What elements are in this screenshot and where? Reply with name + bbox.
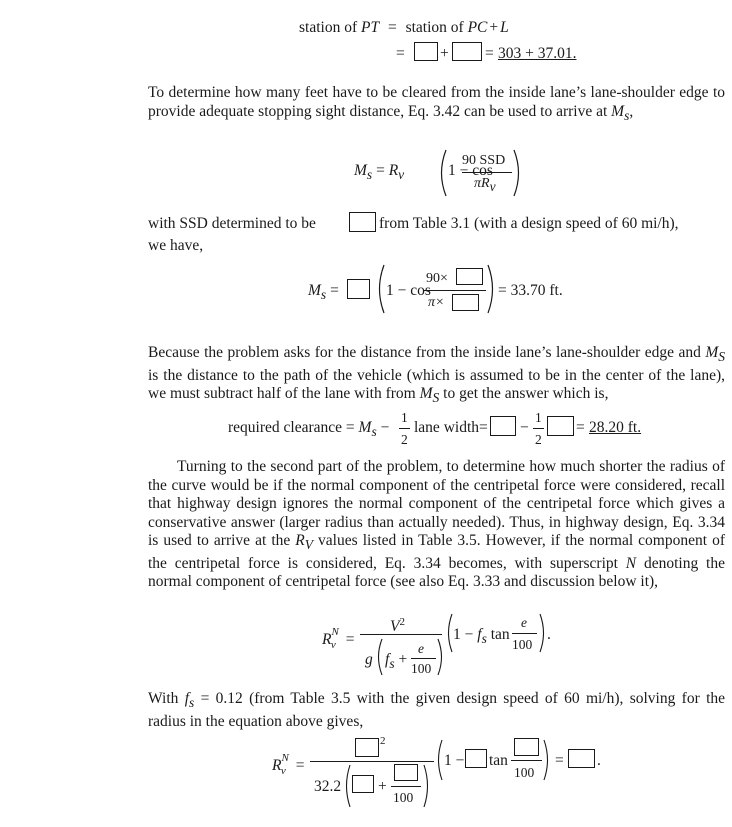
eq-ms2-result: = 33.70 ft. <box>498 282 563 299</box>
para3-var: M <box>705 344 719 361</box>
eq-clear-left <box>228 419 389 441</box>
eq-ms-eq: = <box>376 162 385 179</box>
eq-rn-lhs <box>322 626 354 654</box>
para3-var2: M <box>419 385 433 403</box>
eq-rn-den-f: f <box>385 651 390 668</box>
eq-ms-den-sub: v <box>489 178 496 194</box>
eq-clear-frac-num2: 1 <box>535 410 542 425</box>
station-rhs: station of <box>405 19 468 36</box>
blank-box-ssd-2 <box>456 268 483 285</box>
para4-c: denoting the normal component of centripetal force (see also Eq. 3.33 and discussion below it), <box>148 554 725 591</box>
station-line2-eq2: = <box>485 45 494 62</box>
eq-rn2-R: R <box>272 757 282 775</box>
paragraph-stopping-sight <box>148 84 725 125</box>
eq-ms-den-pi: π <box>474 176 482 191</box>
para2-line1-a: with SSD determined to be <box>148 215 316 232</box>
eq-rn-one-minus: 1 − <box>453 626 478 643</box>
eq-rn-e2-bar <box>512 633 537 634</box>
para1-end: , <box>629 102 634 120</box>
eq-ms2-eq: = <box>330 282 339 299</box>
eq-rn-h100: 100 <box>512 637 533 652</box>
eq-rn2-h100: 100 <box>514 765 535 780</box>
eq-ms2-M: M <box>308 282 321 299</box>
eq-rn2-den-e-bar <box>391 786 421 787</box>
eq-rn-e2: e <box>521 615 527 630</box>
station-plus: + <box>489 19 499 36</box>
blank-box-rv-2 <box>452 294 479 311</box>
eq-clear-minus2: − <box>520 419 529 436</box>
blank-box-station-1 <box>414 42 438 61</box>
para4-var: R <box>295 532 305 549</box>
para1-sub: s <box>624 107 630 123</box>
eq-rn2-main-fraction-bar <box>310 761 434 762</box>
blank-box-speed <box>355 738 379 757</box>
para3-c: to get the answer which is, <box>439 385 609 403</box>
eq-ms-left-paren <box>436 148 448 198</box>
para4-b: values listed in Table 3.5. However, if the normal component of the centripetal force is considered, Eq. 3.34 becomes, with superscript <box>148 532 725 572</box>
para3-a: Because the problem asks for the distance from the inside lane’s lane-shoulder edge and <box>148 344 706 361</box>
eq-ms-lhs <box>354 162 404 184</box>
para1-text: To determine how many feet have to be cleared from the inside lane’s lane-shoulder edge to provide adequate stopping sight distance, Eq. 3.42 can be used to arrive at <box>148 84 725 120</box>
eq-clear-frac-bar2 <box>533 428 544 429</box>
eq-rn-num <box>390 613 405 636</box>
eq-clear-label: required clearance = <box>228 419 359 436</box>
eq-clear-frac-den: 2 <box>401 432 408 447</box>
para5-fsub: s <box>189 695 195 711</box>
station-lhs: station of <box>299 19 361 36</box>
eq-rn2-eq: = <box>295 757 305 775</box>
eq-rn2-right-left-paren <box>434 738 444 782</box>
eq-rn-sub: v <box>330 639 336 652</box>
eq-rn-right-text <box>453 626 510 648</box>
para1-var: M <box>611 102 625 120</box>
eq-rn-den-g: g <box>365 651 373 668</box>
blank-box-e-2 <box>514 738 539 756</box>
eq-rn2-den-left-paren <box>342 763 352 809</box>
eq-clear-minus: − <box>380 419 390 436</box>
eq-ms-den <box>474 175 496 196</box>
station-eq: = <box>387 19 397 36</box>
eq-rn-den-100: 100 <box>411 661 432 676</box>
station-rhs-var: PC <box>467 19 488 36</box>
para2-line1-b: from Table 3.1 (with a design speed of 60 mi/h), <box>379 215 679 232</box>
eq-ms2-left-paren <box>374 263 386 315</box>
blank-box-result <box>568 749 595 768</box>
eq-rn-den-e: e <box>418 641 424 656</box>
blank-box-fs <box>352 775 374 793</box>
eq-rn2-den-plus: + <box>378 778 387 795</box>
eq-ms-R: R <box>388 162 399 179</box>
eq-rn-den-fs <box>385 651 407 673</box>
blank-box-ms <box>490 416 516 436</box>
eq-clear-frac-bar <box>399 428 410 429</box>
eq-rn-f2sub: s <box>481 631 487 647</box>
eq-rn2-sq: 2 <box>380 735 386 747</box>
eq-rn2-eq2: = <box>555 752 564 769</box>
eq-ms-R-sub: v <box>398 167 405 183</box>
eq-rn-tan: tan <box>486 626 510 643</box>
eq-rn-den-plus: + <box>398 651 408 668</box>
para3-sub: S <box>718 349 725 365</box>
eq-ms2-den: π× <box>428 295 445 310</box>
eq-rn2-den-right-paren <box>422 763 432 809</box>
eq-clear-lane: lane width= <box>414 419 488 436</box>
eq-ms-den-R: R <box>481 176 490 191</box>
blank-box-lane-width <box>547 416 574 436</box>
para4-text: Turning to the second part of the problem, to determine how much shorter the radius of the curve would be if the normal component of the centripetal force were considered, recall that highway design ignores the normal component of the centripetal force which gives a conservative answer (larger radius than actually needed). Thus, in highway design, Eq. 3.34 is used to arrive at the <box>148 458 725 549</box>
eq-rn-dot: . <box>547 626 551 643</box>
eq-rn-f2: f <box>477 626 482 643</box>
eq-rn2-dot: . <box>597 752 601 769</box>
eq-rn-num-sup: 2 <box>399 616 405 628</box>
eq-ms-M: M <box>354 162 367 179</box>
eq-rn2-tan: tan <box>489 752 508 769</box>
eq-rn2-right-right-paren <box>542 738 552 782</box>
eq-ms2-M-sub: s <box>320 287 327 303</box>
station-line2-eq: = <box>396 45 405 62</box>
station-lhs-var: PT <box>361 19 380 36</box>
eq-rn-main-fraction-bar <box>360 634 442 635</box>
eq-clear-M: M <box>358 419 372 436</box>
blank-box-fs-2 <box>465 749 487 768</box>
eq-ms2-lhs <box>308 282 339 304</box>
eq-rn2-sup: N <box>281 752 289 764</box>
eq-rn-eq: = <box>345 631 355 649</box>
station-line-1 <box>299 19 509 37</box>
eq-rn-den-left-paren <box>374 637 384 677</box>
eq-rn2-one-minus: 1 − <box>444 752 465 769</box>
eq-rn2-e2-bar <box>511 760 542 761</box>
eq-rn-num-V: V <box>390 618 400 636</box>
station-rhs-L: L <box>500 19 509 36</box>
eq-ms2-fraction-bar <box>424 290 486 291</box>
para4-N: N <box>625 554 637 572</box>
eq-ms2-one-minus: 1 − cos <box>386 282 431 299</box>
paragraph-clearance <box>148 344 725 408</box>
eq-clear-frac-den2: 2 <box>535 432 542 447</box>
eq-ms-one-minus: 1 − cos <box>448 162 493 179</box>
eq-rn-den-e-bar <box>411 658 436 659</box>
eq-clear-M-sub: s <box>371 424 377 440</box>
eq-ms-M-sub: s <box>366 167 373 183</box>
station-line2-plus: + <box>440 45 449 62</box>
eq-rn-R: R <box>322 631 332 649</box>
eq-ms-right-paren <box>512 148 524 198</box>
eq-rn2-den-322: 32.2 <box>314 778 342 795</box>
eq-ms-num: 90 SSD <box>462 153 506 168</box>
blank-box-e <box>394 764 418 781</box>
para5-a: With <box>148 690 185 707</box>
para5-f: f <box>184 690 190 707</box>
eq-ms2-right-paren <box>486 263 498 315</box>
station-result: 303 + 37.01. <box>498 45 577 62</box>
eq-rn2-den-100: 100 <box>393 790 414 805</box>
eq-rn-den-fsub: s <box>389 656 395 672</box>
para2-line2: we have, <box>148 237 204 254</box>
eq-ms-fraction-bar <box>462 172 512 173</box>
eq-rn2-sub: v <box>280 765 286 778</box>
eq-clear-result: 28.20 ft. <box>589 419 642 436</box>
paragraph-normal-component <box>148 458 725 592</box>
eq-clear-eq: = <box>576 419 585 436</box>
blank-box-rv <box>347 279 370 299</box>
para3-sub2: S <box>432 390 440 406</box>
eq-ms2-num: 90× <box>426 271 448 286</box>
eq-rn-sup: N <box>331 626 339 638</box>
eq-clear-frac-num: 1 <box>401 410 408 425</box>
blank-box-ssd <box>349 212 376 232</box>
para3-b: is the distance to the path of the vehicle (which is assumed to be in the center of the lane), we must subtract half of the lane with from <box>148 366 725 403</box>
blank-box-station-2 <box>452 42 482 61</box>
para5-b: = 0.12 (from Table 3.5 with the given design speed of 60 mi/h), solving for the radius in the equation above gives, <box>148 690 726 730</box>
eq-rn2-lhs <box>272 752 304 780</box>
paragraph-solving-radius <box>148 690 725 731</box>
para4-sub: V <box>304 537 314 553</box>
